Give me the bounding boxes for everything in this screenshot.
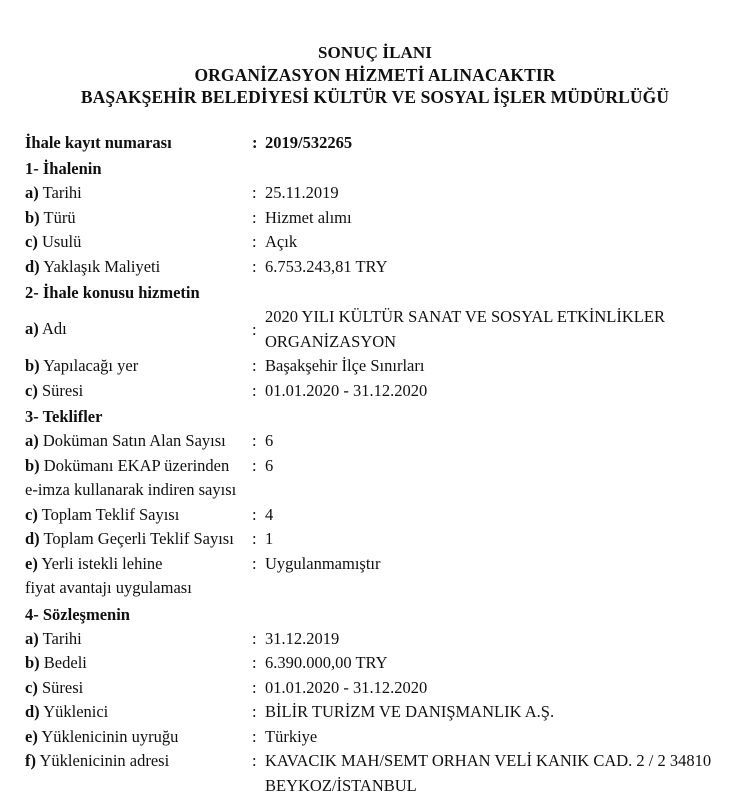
field-colon: : (252, 256, 257, 276)
field-row-registration (25, 131, 732, 156)
field-value-3d: 1 (265, 529, 274, 549)
field-label-text: Bedeli (43, 653, 87, 673)
field-row-2c (25, 379, 732, 404)
field-key: d) (25, 529, 40, 549)
field-value-1d: 6.753.243,81 TRY (265, 256, 388, 276)
field-label (25, 651, 252, 676)
field-row-3a (25, 429, 732, 454)
field-label-text: Türü (43, 207, 76, 227)
field-value-4b: 6.390.000,00 TRY (265, 653, 388, 673)
field-label-text: Süresi (41, 380, 84, 400)
field-key: c) (25, 380, 38, 400)
section-heading-1: 1- İhalenin (25, 159, 102, 179)
field-label-text: Adı (41, 319, 67, 339)
field-colon: : (252, 726, 257, 746)
field-row-3c (25, 503, 732, 528)
field-label (25, 527, 252, 552)
field-colon: : (252, 320, 257, 340)
field-key: a) (25, 183, 39, 203)
field-value-4d: BİLİR TURİZM VE DANIŞMANLIK A.Ş. (265, 702, 555, 722)
field-label-text: İhale kayıt numarası (25, 132, 172, 152)
field-value-1c: Açık (265, 232, 298, 252)
field-label (25, 379, 252, 404)
field-key: a) (25, 319, 39, 339)
field-label (25, 131, 252, 156)
field-colon: : (252, 380, 257, 400)
field-label-text: Tarihi (42, 183, 82, 203)
field-label-continuation: fiyat avantajı uygulaması (25, 578, 192, 598)
field-label-text: Yüklenicinin adresi (39, 751, 170, 771)
section-heading-4: 4- Sözleşmenin (25, 604, 130, 624)
field-colon: : (252, 702, 257, 722)
field-value-2a: 2020 YILI KÜLTÜR SANAT VE SOSYAL ETKİNLİKLER ORGANİZASYON (265, 307, 665, 351)
field-label-text: Yaklaşık Maliyeti (43, 256, 161, 276)
field-label (25, 429, 252, 454)
field-row-2a (25, 305, 732, 354)
document-authority: BAŞAKŞEHİR BELEDİYESİ KÜLTÜR VE SOSYAL İŞLER MÜDÜRLÜĞÜ (80, 87, 670, 108)
field-key: e) (25, 726, 38, 746)
field-row-4c (25, 676, 732, 701)
field-row-3d (25, 527, 732, 552)
field-row-1d (25, 255, 732, 280)
field-key: c) (25, 232, 38, 252)
field-row-1a (25, 181, 732, 206)
field-key: c) (25, 504, 38, 524)
field-value-1b: Hizmet alımı (265, 207, 352, 227)
field-row-4f (25, 749, 732, 798)
field-key: b) (25, 455, 40, 475)
field-label-text: Toplam Geçerli Teklif Sayısı (43, 529, 234, 549)
field-value-3c: 4 (265, 504, 274, 524)
field-label-text: Yerli istekli lehine (41, 553, 163, 573)
field-colon: : (252, 183, 257, 203)
field-value-4f: KAVACIK MAH/SEMT ORHAN VELİ KANIK CAD. 2 / 2 34810 BEYKOZ/İSTANBUL (265, 751, 712, 795)
field-label (25, 552, 252, 601)
field-key: c) (25, 677, 38, 697)
document-subtitle: ORGANİZASYON HİZMETİ ALINACAKTIR (194, 64, 556, 85)
field-label (25, 503, 252, 528)
field-label-text: Süresi (41, 677, 84, 697)
field-label (25, 725, 252, 750)
field-row-1c (25, 230, 732, 255)
field-label (25, 354, 252, 379)
field-label (25, 700, 252, 725)
field-colon: : (252, 504, 257, 524)
field-label (25, 206, 252, 231)
field-colon: : (252, 132, 258, 152)
field-colon: : (252, 431, 257, 451)
field-row-4e (25, 725, 732, 750)
field-label (25, 749, 252, 774)
page-title: SONUÇ İLANI (318, 43, 432, 62)
field-key: b) (25, 356, 40, 376)
field-key: a) (25, 431, 39, 451)
field-label-text: Doküman Satın Alan Sayısı (42, 431, 226, 451)
field-colon: : (252, 653, 257, 673)
field-key: a) (25, 628, 39, 648)
field-key: b) (25, 207, 40, 227)
field-label-continuation: e-imza kullanarak indiren sayısı (25, 480, 237, 500)
field-value-2c: 01.01.2020 - 31.12.2020 (265, 380, 428, 400)
field-colon: : (252, 356, 257, 376)
field-colon: : (252, 677, 257, 697)
field-colon: : (252, 232, 257, 252)
field-label-text: Yüklenicinin uyruğu (41, 726, 179, 746)
field-value-registration: 2019/532265 (265, 132, 353, 152)
section-heading-3: 3- Teklifler (25, 407, 103, 427)
field-label (25, 255, 252, 280)
field-row-4a (25, 627, 732, 652)
field-row-4b (25, 651, 732, 676)
field-value-1a: 25.11.2019 (265, 183, 339, 203)
field-value-3a: 6 (265, 431, 274, 451)
field-value-4c: 01.01.2020 - 31.12.2020 (265, 677, 428, 697)
field-label (25, 454, 252, 503)
field-label-text: Tarihi (42, 628, 82, 648)
field-key: e) (25, 553, 38, 573)
document-body (0, 131, 750, 798)
field-label-text: Yapılacağı yer (43, 356, 139, 376)
field-key: d) (25, 702, 40, 722)
section-heading-2: 2- İhale konusu hizmetin (25, 283, 200, 303)
field-label-text: Usulü (41, 232, 82, 252)
field-colon: : (252, 628, 257, 648)
field-row-3e (25, 552, 732, 601)
field-row-4d (25, 700, 732, 725)
field-label (25, 317, 252, 342)
field-label (25, 676, 252, 701)
field-row-3b (25, 454, 732, 503)
field-label-text: Dokümanı EKAP üzerinden (43, 455, 230, 475)
field-label-text: Toplam Teklif Sayısı (41, 504, 180, 524)
field-value-2b: Başakşehir İlçe Sınırları (265, 356, 425, 376)
field-value-3b: 6 (265, 455, 274, 475)
field-colon: : (252, 751, 257, 771)
field-label (25, 230, 252, 255)
field-label (25, 627, 252, 652)
field-colon: : (252, 455, 257, 475)
field-row-2b (25, 354, 732, 379)
field-key: b) (25, 653, 40, 673)
field-value-4a: 31.12.2019 (265, 628, 340, 648)
field-value-4e: Türkiye (265, 726, 318, 746)
field-row-1b (25, 206, 732, 231)
field-label (25, 181, 252, 206)
field-label-text: Yüklenici (43, 702, 109, 722)
field-colon: : (252, 207, 257, 227)
field-colon: : (252, 529, 257, 549)
field-key: f) (25, 751, 36, 771)
field-value-3e: Uygulanmamıştır (265, 553, 381, 573)
document-title-block (0, 0, 750, 109)
field-colon: : (252, 553, 257, 573)
field-key: d) (25, 256, 40, 276)
